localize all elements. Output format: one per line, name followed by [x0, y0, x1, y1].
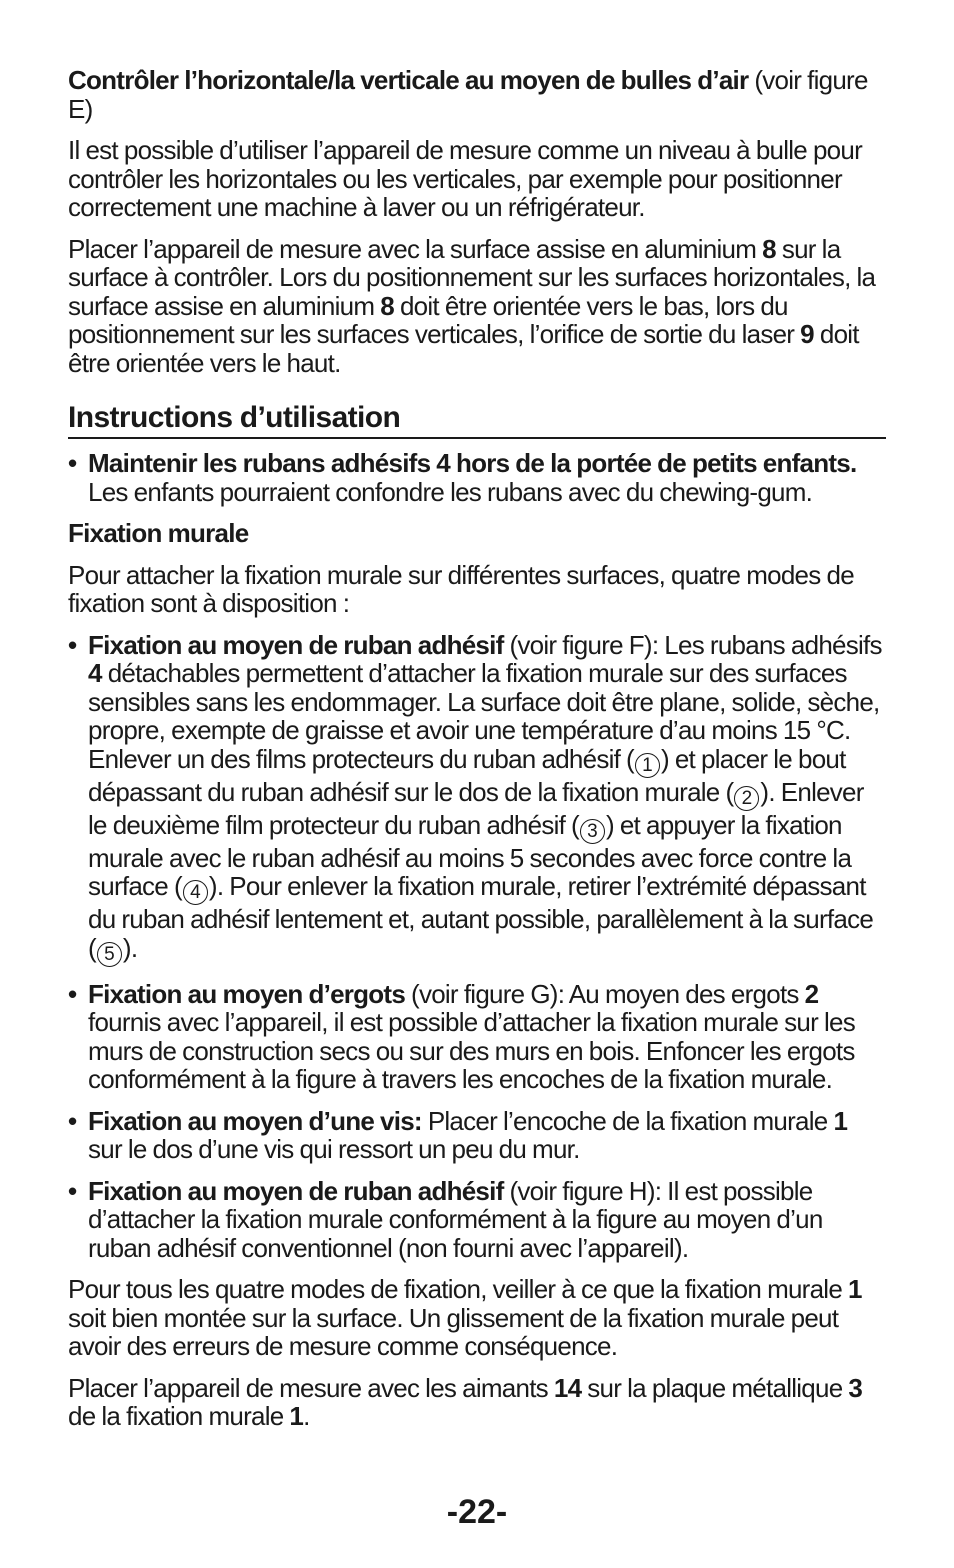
- section-heading-title: Contrôler l’horizontale/la verticale au moyen de bulles d’air: [68, 65, 749, 95]
- warning-bullet: [68, 449, 886, 506]
- paragraph-bubble-level-placement: [68, 235, 886, 378]
- text-run: (voir figure H): Il est possible d’attacher la fixation murale conformément à la figure au moyen d’un ruban adhésif conventionnel (non fourni avec l’appareil).: [88, 1175, 823, 1263]
- reference-number: 8: [380, 290, 394, 321]
- text-run: (voir figure F): Les rubans adhésifs: [503, 629, 882, 660]
- list-item-screw: [68, 1107, 886, 1164]
- paragraph-wall-mount-intro: Pour attacher la fixation murale sur différentes surfaces, quatre modes de fixation sont à disposition :: [68, 559, 854, 618]
- reference-number: 4: [88, 658, 102, 688]
- text-run: ) et placer le bout dépassant du ruban adhésif sur le dos de la fixation murale (: [88, 743, 846, 807]
- text-run: sur le dos d’une vis qui ressort un peu du mur.: [88, 1134, 580, 1164]
- text-run: détachables permettent d’attacher la fixation murale sur des surfaces sensibles sans les endommager. La surface doit être plane, solide, sèche, propre, exempte de graisse et avoir une température d’au moins 15 °C. Enlever un des films protecteurs du ruban adhésif (: [88, 658, 880, 774]
- reference-number: 2: [804, 978, 819, 1009]
- step-number-circle: 5: [97, 942, 122, 967]
- reference-number: 14: [553, 1372, 582, 1403]
- paragraph-mount-caution: [68, 1275, 886, 1361]
- text-run: doit être orientée vers le bas, lors du positionnement sur les surfaces verticales, l’orifice de sortie du laser: [68, 290, 801, 349]
- reference-number: 3: [848, 1372, 863, 1403]
- bullet-dot: •: [68, 978, 77, 1009]
- warning-bold: Maintenir les rubans adhésifs 4 hors de la portée de petits enfants.: [88, 448, 857, 478]
- step-number-circle: 2: [734, 786, 759, 811]
- list-item-title: Fixation au moyen d’une vis:: [88, 1105, 422, 1136]
- paragraph-magnet-placement: [68, 1374, 886, 1431]
- instructions-title: Instructions d’utilisation: [68, 401, 401, 434]
- text-run: Placer l’appareil de mesure avec la surface assise en aluminium: [68, 233, 763, 264]
- text-run: .: [303, 1401, 310, 1431]
- page-content: [68, 66, 886, 1431]
- text-run: sur la plaque métallique: [581, 1372, 849, 1403]
- list-item-conventional-tape: [68, 1177, 886, 1263]
- text-run: de la fixation murale: [68, 1401, 290, 1431]
- text-run: Placer l’encoche de la fixation murale: [421, 1105, 834, 1136]
- reference-number: 8: [762, 233, 776, 264]
- text-run: ).: [122, 932, 138, 963]
- list-item-pins: [68, 980, 886, 1094]
- text-run: fournis avec l’appareil, il est possible d’attacher la fixation murale sur les murs de construction secs ou sur des murs en bois. Enfoncer les ergots conformément à la figure à travers les encoches de la fixation murale.: [88, 1007, 855, 1094]
- reference-number: 1: [833, 1105, 848, 1136]
- bullet-dot: •: [68, 1105, 77, 1136]
- warning-text: Les enfants pourraient confondre les rubans avec du chewing-gum.: [88, 476, 813, 507]
- paragraph-bubble-level-intro: Il est possible d’utiliser l’appareil de mesure comme un niveau à bulle pour contrôler les horizontales ou les verticales, par exemple pour positionner correctement une machine à laver ou un réfrigérateur.: [68, 135, 863, 222]
- step-number-circle: 4: [183, 880, 208, 905]
- step-number-circle: 1: [635, 753, 660, 778]
- subheading-wall-mount: Fixation murale: [68, 518, 249, 548]
- reference-number: 1: [848, 1274, 862, 1304]
- bullet-dot: •: [68, 1175, 77, 1206]
- text-run: Pour tous les quatre modes de fixation, veiller à ce que la fixation murale: [68, 1274, 849, 1304]
- text-run: soit bien montée sur la surface. Un glissement de la fixation murale peut avoir des erreurs de mesure comme conséquence.: [68, 1302, 839, 1361]
- step-number-circle: 3: [580, 819, 605, 844]
- text-run: ) et appuyer la fixation murale avec le ruban adhésif au moins 5 secondes avec force contre la surface (: [88, 809, 852, 901]
- list-item-title: Fixation au moyen de ruban adhésif: [88, 629, 504, 660]
- list-item-title: Fixation au moyen d’ergots: [88, 978, 406, 1009]
- bullet-dot: •: [68, 448, 77, 478]
- list-item-adhesive-tape: [68, 631, 886, 967]
- text-run: doit être orientée vers le haut.: [68, 319, 859, 378]
- text-run: sur la surface à contrôler. Lors du positionnement sur les surfaces horizontales, la surface assise en aluminium: [68, 233, 876, 321]
- text-run: (voir figure G): Au moyen des ergots: [405, 978, 805, 1009]
- text-run: Placer l’appareil de mesure avec les aimants: [68, 1372, 554, 1403]
- section-heading-figure-ref: (voir figure E): [68, 65, 868, 124]
- list-item-title: Fixation au moyen de ruban adhésif: [88, 1175, 504, 1206]
- page-number: -22-: [446, 1493, 508, 1531]
- reference-number: 9: [800, 319, 814, 349]
- text-run: ). Enlever le deuxième film protecteur du ruban adhésif (: [88, 776, 864, 840]
- text-run: ). Pour enlever la fixation murale, retirer l’extrémité dépassant du ruban adhésif lentement et, autant possible, parallèlement à la surface (: [88, 871, 874, 963]
- section-heading-instructions: [68, 401, 886, 439]
- section-heading-bubble-level: [68, 66, 886, 123]
- reference-number: 1: [289, 1401, 304, 1431]
- bullet-dot: •: [68, 629, 77, 660]
